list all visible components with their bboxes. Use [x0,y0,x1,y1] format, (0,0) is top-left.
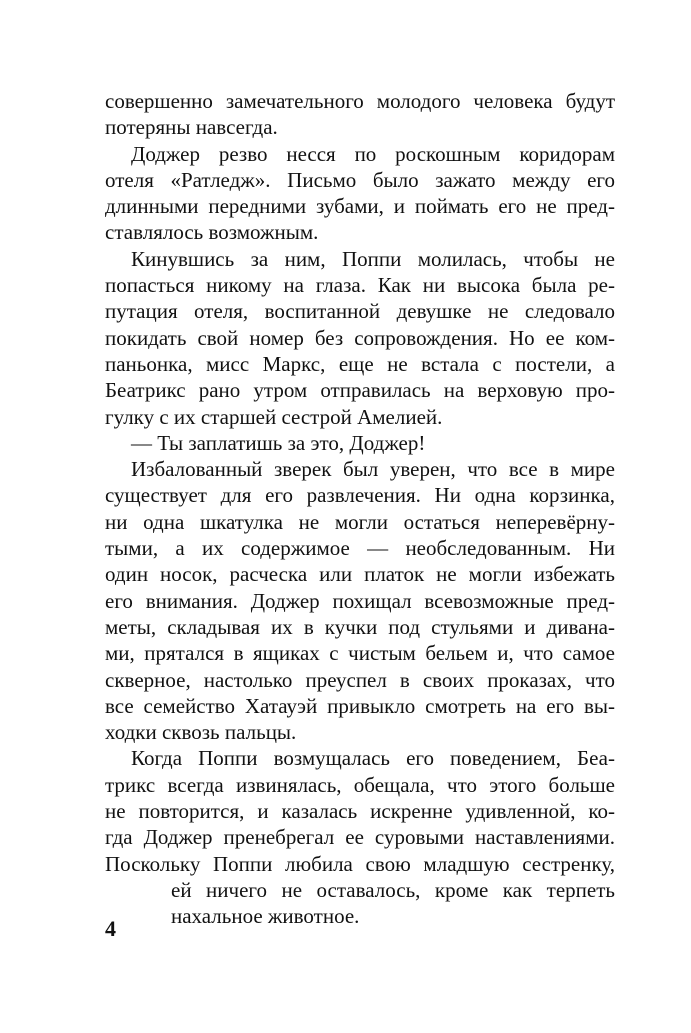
text-line-22: ми, прятался в ящиках с чистым бельем и, что самое [105,641,615,666]
text-line-13: гулку с их старшей сестрой Амелией. [105,404,443,429]
text-line-16: существует для его развлечения. Ни одна корзинка, [105,483,615,508]
text-line-28: не повторится, и казалась искренне удивленной, ко- [105,799,615,824]
text-line-19: один носок, расческа или платок не могли избежать [105,562,615,587]
text-line-6: ставлялось возможным. [105,220,319,245]
page-number: 4 [105,916,116,941]
text-line-24: все семейство Хатауэй привыкло смотреть на его вы- [105,693,615,718]
text-line-4: отеля «Ратледж». Письмо было зажато между его [105,167,615,192]
text-line-30: Поскольку Поппи любила свою младшую сестренку, [105,851,615,876]
text-line-31: ей ничего не оставалось, кроме как терпеть [171,877,615,902]
text-line-29: гда Доджер пренебрегал ее суровыми наставлениями. [105,825,615,850]
text-line-32: нахальное животное. [171,904,360,929]
text-line-1: совершенно замечательного молодого человека будут [105,89,615,113]
text-line-14: — Ты заплатишь за это, Доджер! [131,430,426,455]
text-line-5: длинными передними зубами, и поймать его не пред- [105,194,615,219]
text-line-23: скверное, настолько преуспел в своих проказах, что [105,667,615,692]
text-line-2: потеряны навсегда. [105,115,278,140]
text-line-8: попасться никому на глаза. Как ни высока была ре- [105,273,615,298]
text-line-11: паньонка, мисс Маркс, еще не встала с постели, а [105,351,615,376]
text-line-12: Беатрикс рано утром отправилась на верховую про- [105,378,615,403]
text-line-3: Доджер резво несся по роскошным коридорам [131,141,615,166]
text-line-27: трикс всегда извинялась, обещала, что этого больше [105,772,615,797]
text-line-15: Избалованный зверек был уверен, что все в мире [131,457,615,482]
text-line-21: меты, складывая их в кучки под стульями и дивана- [105,614,615,639]
text-line-18: тыми, а их содержимое — необследованным. Ни [105,536,615,561]
text-line-9: путация отеля, воспитанной девушке не следовало [105,299,615,324]
text-line-10: покидать свой номер без сопровождения. Но ее ком- [105,325,615,350]
text-line-20: его внимания. Доджер похищал всевозможные пред- [105,588,615,613]
text-line-17: ни одна шкатулка не могли остаться неперевёрну- [105,509,615,534]
text-line-25: ходки сквозь пальцы. [105,720,297,745]
text-line-7: Кинувшись за ним, Поппи молилась, чтобы не [131,246,615,271]
text-line-26: Когда Поппи возмущалась его поведением, Беа- [131,746,615,771]
page-text [105,88,615,930]
